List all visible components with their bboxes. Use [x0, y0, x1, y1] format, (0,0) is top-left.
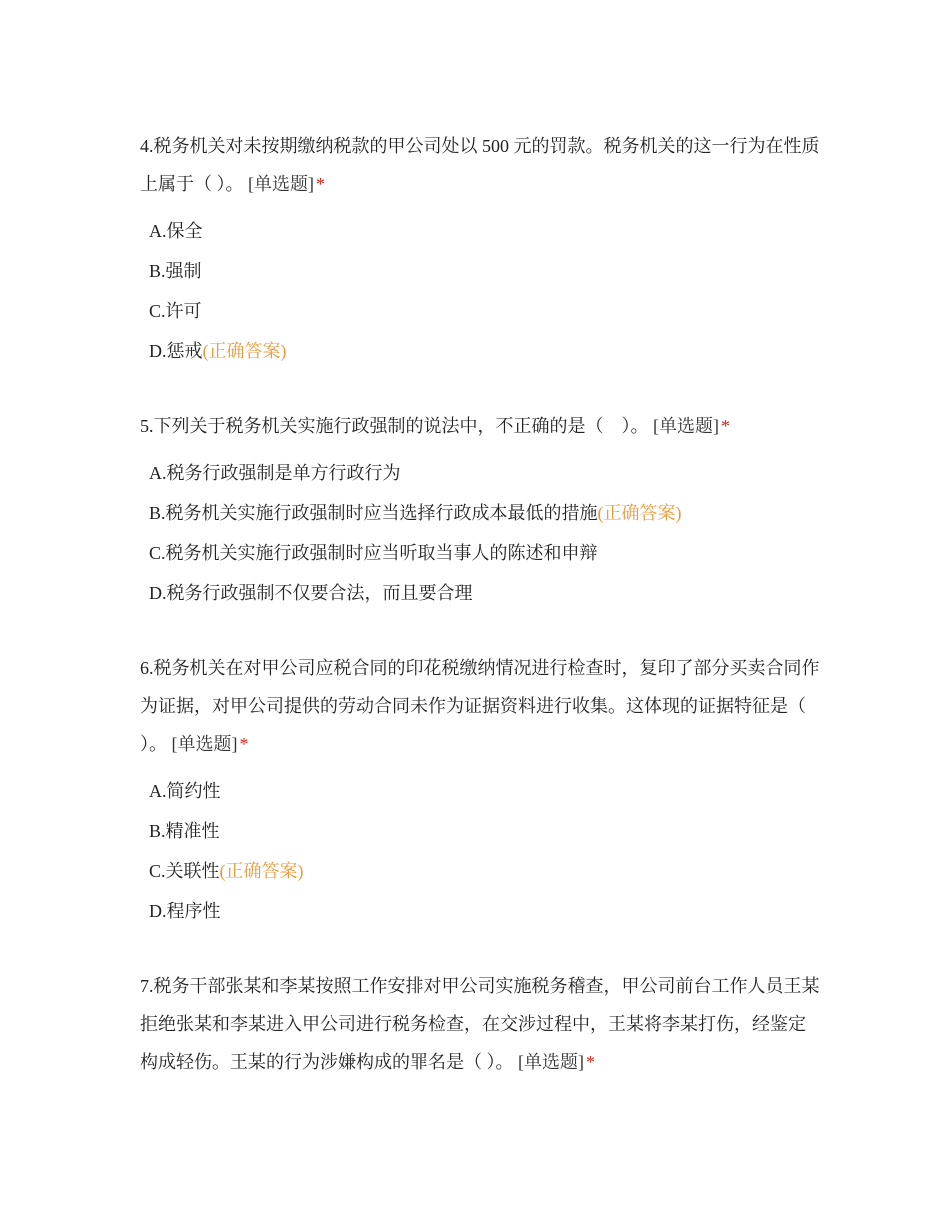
question-number: 7.: [140, 976, 154, 996]
required-mark: *: [316, 174, 325, 194]
option-label: D.程序性: [149, 901, 221, 921]
question-type: [单选题]: [518, 1052, 584, 1072]
option-label: A.简约性: [149, 781, 221, 801]
option-list: [140, 211, 820, 371]
option-d[interactable]: [149, 573, 820, 613]
option-list: [140, 771, 820, 931]
option-c[interactable]: [149, 533, 820, 573]
question-number: 6.: [140, 658, 154, 678]
correct-answer-tag: (正确答案): [219, 861, 304, 881]
question-type: [单选题]: [248, 174, 314, 194]
option-a[interactable]: [149, 771, 820, 811]
question-type: [单选题]: [653, 416, 719, 436]
option-b[interactable]: [149, 493, 820, 533]
question-type: [单选题]: [171, 734, 238, 754]
correct-answer-tag: (正确答案): [597, 503, 682, 523]
question-body: 税务机关在对甲公司应税合同的印花税缴纳情况进行检查时，复印了部分买卖合同作为证据，对甲公司提供的劳动合同未作为证据资料进行收集。这体现的证据特征是（ ）。: [140, 658, 820, 754]
correct-answer-tag: (正确答案): [202, 341, 287, 361]
required-mark: *: [721, 416, 730, 436]
option-c[interactable]: [149, 851, 820, 891]
option-label: A.保全: [149, 221, 203, 241]
question-6: [140, 649, 820, 931]
option-label: B.税务机关实施行政强制时应当选择行政成本最低的措施: [149, 503, 598, 523]
question-text: [140, 967, 820, 1081]
option-d[interactable]: [149, 891, 820, 931]
option-label: C.许可: [149, 301, 202, 321]
option-label: A.税务行政强制是单方行政行为: [149, 463, 401, 483]
question-number: 4.: [140, 136, 154, 156]
option-a[interactable]: [149, 453, 820, 493]
question-body: 税务干部张某和李某按照工作安排对甲公司实施税务稽查，甲公司前台工作人员王某拒绝张某和李某进入甲公司进行税务检查，在交涉过程中，王某将李某打伤，经鉴定构成轻伤。王某的行为涉嫌构成的罪名是（ ）。: [140, 976, 820, 1072]
question-text: [140, 127, 820, 203]
option-a[interactable]: [149, 211, 820, 251]
required-mark: *: [586, 1052, 595, 1072]
required-mark: *: [239, 734, 249, 754]
question-text: [140, 649, 820, 763]
question-5: [140, 407, 820, 613]
option-label: B.精准性: [149, 821, 220, 841]
option-label: C.税务机关实施行政强制时应当听取当事人的陈述和申辩: [149, 543, 598, 563]
option-label: D.惩戒: [149, 341, 203, 361]
option-label: B.强制: [149, 261, 202, 281]
question-number: 5.: [140, 416, 154, 436]
option-list: [140, 453, 820, 613]
option-b[interactable]: [149, 811, 820, 851]
option-b[interactable]: [149, 251, 820, 291]
question-7: [140, 967, 820, 1081]
option-label: C.关联性: [149, 861, 220, 881]
question-body: 下列关于税务机关实施行政强制的说法中，不正确的是（ ）。: [153, 416, 649, 436]
option-c[interactable]: [149, 291, 820, 331]
option-d[interactable]: [149, 331, 820, 371]
question-body: 税务机关对未按期缴纳税款的甲公司处以 500 元的罚款。税务机关的这一行为在性质上属于（ ）。: [140, 136, 820, 194]
option-label: D.税务行政强制不仅要合法，而且要合理: [149, 583, 473, 603]
question-text: [140, 407, 820, 445]
question-4: [140, 127, 820, 371]
